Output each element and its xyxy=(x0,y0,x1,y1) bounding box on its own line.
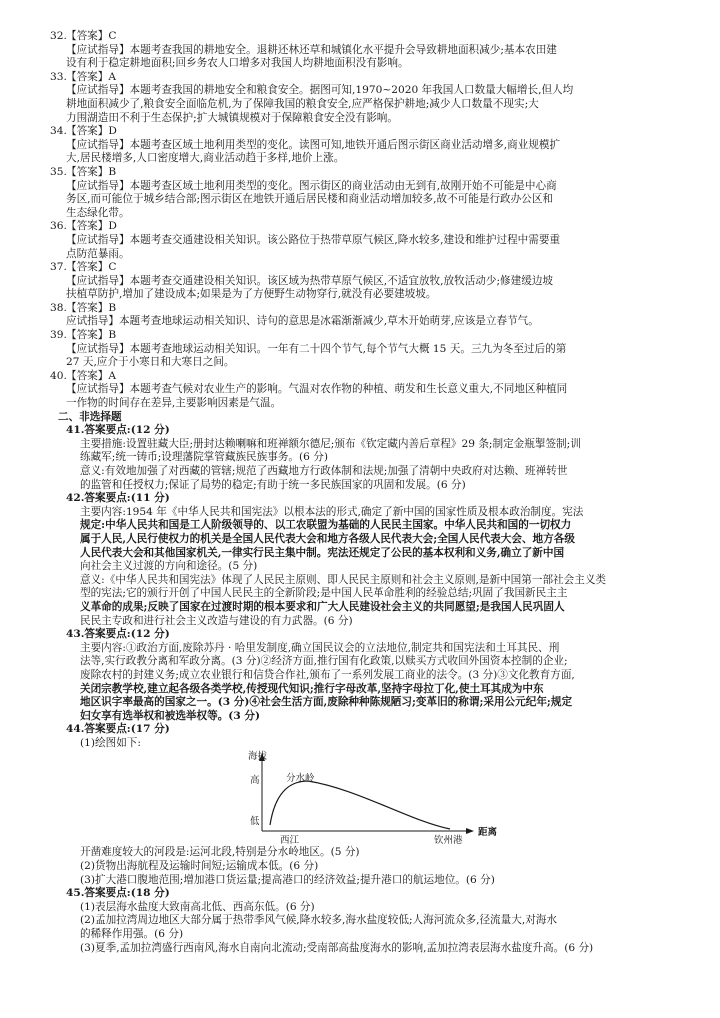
answer-text-line: 关闭宗教学校,建立起各级各类学校,传授现代知识;推行字母改革,坚持字母拉丁化,使土耳其成为中东 xyxy=(80,682,544,695)
answer-line xyxy=(50,301,676,316)
q45-heading: 45.答案要点:(18 分) xyxy=(66,887,170,900)
guide-line: 点防范暴雨。 xyxy=(66,247,130,260)
q43-heading: 43.答案要点:(12 分) xyxy=(66,628,170,641)
question-number: 40. xyxy=(50,369,67,382)
guide-line: 生态绿化带。 xyxy=(66,206,130,219)
question-number: 35. xyxy=(50,165,67,178)
x-axis-label: 距离 xyxy=(478,827,498,839)
answer-text-line: 妇女享有选举权和被选举权等。(3 分) xyxy=(80,709,260,722)
answer-line xyxy=(50,369,676,384)
q43-block xyxy=(66,628,676,723)
answer-entry xyxy=(50,329,676,370)
answer-text-line: 主要内容:1954 年《中华人民共和国宪法》以根本法的形式,确定了新中国的国家性质及根本政治制度。宪法 xyxy=(80,505,584,518)
answer-text-line: 意义:有效地加强了对西藏的管辖;规范了西藏地方行政体制和法规;加强了清朝中央政府对达赖、班禅转世 xyxy=(80,465,568,477)
elevation-profile-svg xyxy=(236,751,516,845)
profile-series-line xyxy=(270,781,450,829)
answer-entry xyxy=(50,30,676,71)
answer-line xyxy=(50,329,676,343)
answer-value: 【答案】B xyxy=(66,165,117,178)
elevation-profile-chart xyxy=(66,751,676,845)
answer-line xyxy=(50,261,676,275)
answer-text-line: (3)夏季,孟加拉湾盛行西南风,海水自南向北流动;受南部高盐度海水的影响,孟加拉湾表层海水盐度升高。(6 分) xyxy=(80,941,594,954)
guide-line: 力围湖造田不利于生态保护;扩大城镇规模对于保障粮食安全没有影响。 xyxy=(66,111,398,124)
answer-text-line: 型的宪法;它的颁行开创了中国人民民主的全新阶段;是中国人民革命胜利的经验总结;巩固了我国新民主主 xyxy=(80,587,568,600)
question-number: 32. xyxy=(50,30,67,42)
answer-text-line: 主要内容:①政治方面,废除苏丹 · 哈里发制度,确立国民议会的立法地位,制定共和国宪法和土耳其民、刑 xyxy=(80,641,560,654)
answer-entry xyxy=(50,301,676,329)
question-number: 38. xyxy=(50,301,67,314)
guide-line: 27 天,应介于小寒日和大寒日之间。 xyxy=(66,356,235,369)
question-number: 34. xyxy=(50,125,67,138)
q44-heading: 44.答案要点:(17 分) xyxy=(66,723,170,736)
answer-entry xyxy=(50,125,676,166)
answer-text-line: 属于人民,人民行使权力的机关是全国人民代表大会和地方各级人民代表大会;全国人民代表大会、地方各级 xyxy=(80,532,575,545)
answer-line xyxy=(50,165,676,180)
guide-line: 扶植草防护,增加了建设成本;如果是为了方便野生动物穿行,就没有必要建坡坡。 xyxy=(66,288,437,301)
answer-text-line: 废除农村的封建义务;成立农业银行和信贷合作社,颁布了一系列发展工商业的法令。(3 分)③文化教育方面, xyxy=(80,668,575,681)
answer-text-line: 法等,实行政教分离和军政分离。(3 分)②经济方面,推行国有化政策,以赎买方式收回外国资本控制的企业; xyxy=(80,655,568,668)
guide-line: 务区,而可能位于城乡结合部;图示街区在地铁开通后居民楼和商业活动增加较多,故不可能是行政办公区和 xyxy=(66,193,554,206)
answer-text-line: 练藏军;统一铸币;设理藩院掌管藏族民族事务。(6 分) xyxy=(80,451,328,464)
q44-intro: (1)绘图如下: xyxy=(80,736,141,749)
guide-line: 【应试指导】本题考查交通建设相关知识。该区域为热带草原气候区,不适宜放牧,放牧活动少;修建缓边坡 xyxy=(66,274,554,287)
x-axis-arrow xyxy=(466,828,474,834)
answer-text-line: 人民代表大会和其他国家机关,一律实行民主集中制。宪法还规定了公民的基本权利和义务,确立了新中国 xyxy=(80,546,565,559)
answer-text-line: (2)货物出海航程及运输时间短;运输成本低。(6 分) xyxy=(80,860,319,873)
q42-block xyxy=(66,492,676,628)
q41-block xyxy=(66,424,676,492)
answer-text-line: (1)表层海水盐度大致南高北低、西高东低。(6 分) xyxy=(80,900,315,913)
guide-line: 设有利于稳定耕地面积;回乡务农人口增多对我国人均耕地面积没有影响。 xyxy=(66,57,409,70)
answer-text-line: 的监管和任授权力;保证了局势的稳定;有助于统一多民族国家的巩固和发展。(6 分) xyxy=(80,478,466,491)
guide-line: 耕地面积减少了,粮食安全面临危机,为了保障我国的粮食安全,应严格保护耕地;减少人口数量不现实;大 xyxy=(66,97,539,110)
answer-text-line: 向社会主义过渡的方向和途径。(5 分) xyxy=(80,560,258,573)
guide-line: 应试指导】本题考查地球运动相关知识、诗句的意思是冰霜渐渐减少,草木开始萌芽,应该是立春节气。 xyxy=(66,315,539,328)
guide-line: 【应试指导】本题考查我国的耕地安全。退耕还林还草和城镇化水平提升会导致耕地面积减少;基本农田建 xyxy=(66,43,557,56)
answer-entry xyxy=(50,220,676,261)
guide-line: 【应试指导】本题考查地球运动相关知识。一年有二十四个节气,每个节气大概 15 天。三九为冬至过后的第 xyxy=(66,342,567,355)
question-number: 37. xyxy=(50,261,67,274)
guide-line: 【应试指导】本题考查交通建设相关知识。该公路位于热带草原气候区,降水较多,建设和维护过程中需要重 xyxy=(66,233,561,246)
guide-line: 【应试指导】本题考查区域土地利用类型的变化。图示街区的商业活动由无到有,故刚开始不可能是中心商 xyxy=(66,179,557,192)
answer-value: 【答案】A xyxy=(66,369,117,382)
answer-text-line: 地区识字率最高的国家之一。(3 分)④社会生活方面,废除种种陈规陋习;变革旧的称谓;采用公元纪年;规定 xyxy=(80,696,573,709)
answer-value: 【答案】B xyxy=(66,301,117,314)
y-tick-high: 高 xyxy=(250,775,260,787)
watershed-annotation: 分水岭 xyxy=(286,773,315,785)
answer-text-line: 意义:《中华人民共和国宪法》体现了人民民主原则、即人民民主原则和社会主义原则,是新中国第一部社会主义类 xyxy=(80,573,607,586)
answer-value: 【答案】B xyxy=(66,329,117,342)
answer-text-line: 规定:中华人民共和国是工人阶级领导的、以工农联盟为基础的人民民主国家。中华人民共和国的一切权力 xyxy=(80,519,572,532)
answer-value: 【答案】C xyxy=(66,30,117,42)
q45-block xyxy=(66,887,676,955)
multiple-choice-answers xyxy=(50,30,676,411)
answer-text-line: 义革命的成果;反映了国家在过渡时期的根本要求和广大人民建设社会主义的共同愿望;是我国人民巩固人 xyxy=(80,600,565,613)
answer-text-line: 的稀释作用强。(6 分) xyxy=(80,928,184,941)
answer-text-line: 开凿难度较大的河段是:运河北段,特别是分水岭地区。(5 分) xyxy=(80,846,360,859)
question-number: 39. xyxy=(50,329,67,342)
guide-line: 大,居民楼增多,人口密度增大,商业活动趋于多样,地价上涨。 xyxy=(66,152,345,165)
answer-text-line: (2)孟加拉湾周边地区大部分属于热带季风气候,降水较多,海水盐度较低;人海河流众多,径流量大,对海水 xyxy=(80,914,557,927)
q44-block xyxy=(66,723,676,887)
q41-heading: 41.答案要点:(12 分) xyxy=(66,424,170,437)
question-number: 36. xyxy=(50,220,67,233)
q42-heading: 42.答案要点:(11 分) xyxy=(66,492,170,505)
answer-value: 【答案】D xyxy=(66,220,117,233)
answer-text-line: (3)扩大港口腹地范围;增加港口货运量;提高港口的经济效益;提升港口的航运地位。(6 分) xyxy=(80,873,495,886)
section-title: 二、非选择题 xyxy=(58,410,122,423)
answer-value: 【答案】A xyxy=(66,70,117,83)
x-point-label-xijiang: 西江 xyxy=(280,835,300,847)
answer-value: 【答案】D xyxy=(66,125,117,138)
answer-entry xyxy=(50,70,676,125)
answer-entry xyxy=(50,165,676,220)
answer-text-line: 主要措施:设置驻藏大臣;册封达赖喇嘛和班禅额尔德尼;颁布《钦定藏内善后章程》29 条;制定金瓶掣签制;训 xyxy=(80,437,581,450)
answer-line xyxy=(50,30,676,44)
answer-text-line: 民民主专政和进行社会主义改造与建设的有力武器。(6 分) xyxy=(80,614,353,627)
question-number: 33. xyxy=(50,70,67,83)
y-tick-low: 低 xyxy=(250,816,260,828)
answer-line xyxy=(50,220,676,234)
guide-line: 一作物的时间存在差异,主要影响因素是气温。 xyxy=(66,397,282,410)
answer-line xyxy=(50,70,676,85)
guide-line: 【应试指导】本题考查气候对农业生产的影响。气温对农作物的种植、萌发和生长意义重大,不同地区种植同 xyxy=(66,383,568,396)
guide-line: 【应试指导】本题考查我国的耕地安全和粮食安全。据图可知,1970~2020 年我国人口数量大幅增长,但人均 xyxy=(66,84,574,97)
x-point-label-qinzhou: 钦州港 xyxy=(434,835,463,847)
answer-entry xyxy=(50,369,676,411)
answer-line xyxy=(50,125,676,139)
answer-value: 【答案】C xyxy=(66,261,117,274)
y-axis-label: 海拔 xyxy=(248,751,268,763)
answer-entry xyxy=(50,261,676,302)
guide-line: 【应试指导】本题考查区域土地利用类型的变化。读图可知,地铁开通后图示街区商业活动增多,商业规模扩 xyxy=(66,138,561,151)
